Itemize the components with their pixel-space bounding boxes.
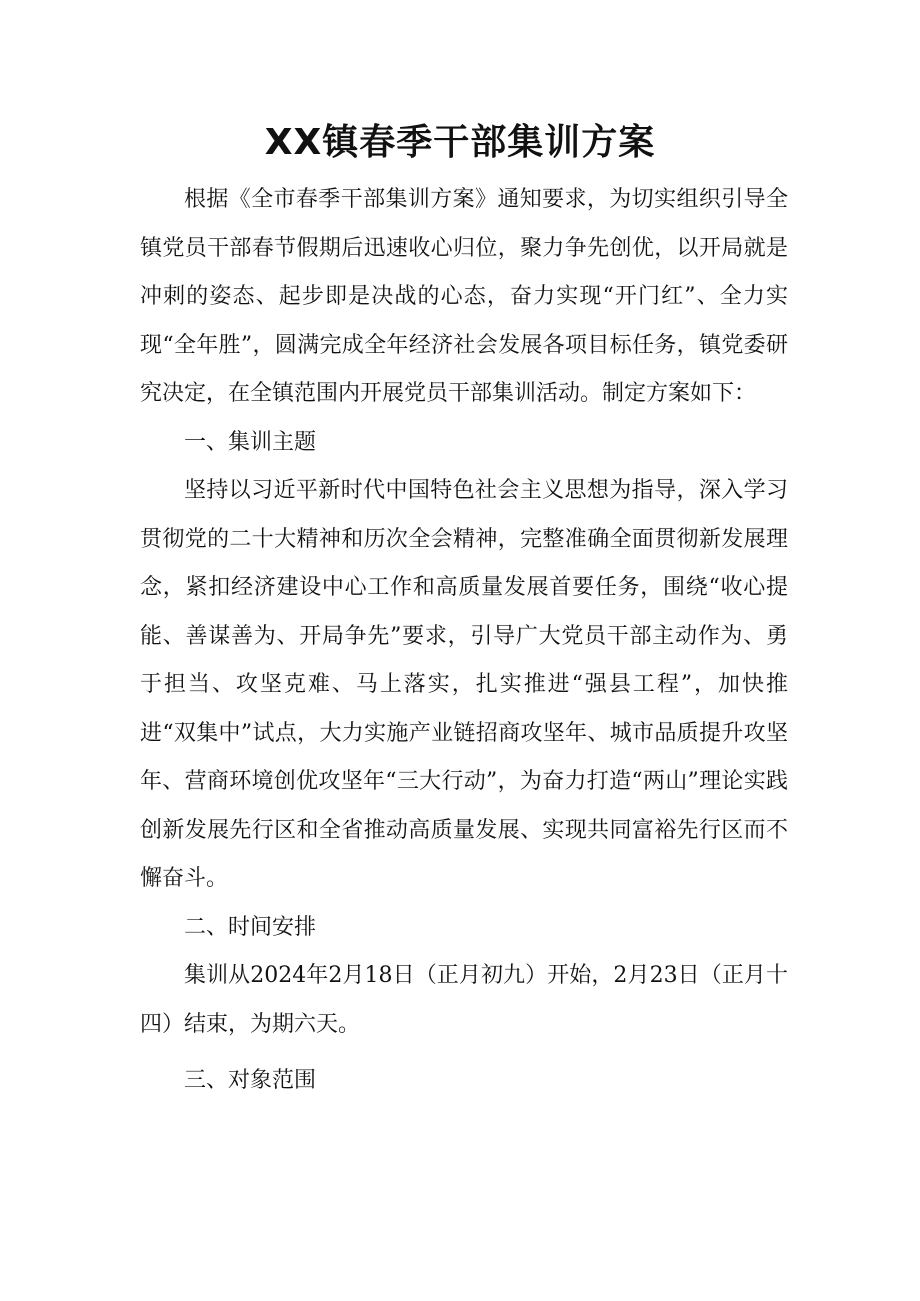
document-title: XX镇春季干部集训方案 <box>264 122 656 163</box>
intro-paragraph: 根据《全市春季干部集训方案》通知要求，为切实组织引导全镇党员干部春节假期后迅速收心归位，聚力争先创优，以开局就是冲刺的姿态、起步即是决战的心态，奋力实现“开门红”、全力实现“全年胜”，圆满完成全年经济社会发展各项目标任务，镇党委研究决定，在全镇范围内开展党员干部集训活动。制定方案如下： <box>140 187 788 406</box>
section-2-paragraph: 集训从2024年2月18日（正月初九）开始，2月23日（正月十四）结束，为期六天。 <box>140 963 788 1037</box>
document-body <box>140 176 788 1106</box>
section-3-heading: 三、对象范围 <box>184 1068 317 1093</box>
section-2-heading: 二、时间安排 <box>184 914 317 940</box>
section-1-heading: 一、集训主题 <box>184 429 317 455</box>
section-1-paragraph: 坚持以习近平新时代中国特色社会主义思想为指导，深入学习贯彻党的二十大精神和历次全会精神，完整准确全面贯彻新发展理念，紧扣经济建设中心工作和高质量发展首要任务，围绕“收心提能、善谋善为、开局争先”要求，引导广大党员干部主动作为、勇于担当、攻坚克难、马上落实，扎实推进“强县工程”，加快推进“双集中”试点，大力实施产业链招商攻坚年、城市品质提升攻坚年、营商环境创优攻坚年“三大行动”，为奋力打造“两山”理论实践创新发展先行区和全省推动高质量发展、实现共同富裕先行区而不懈奋斗。 <box>140 478 788 891</box>
spacer <box>140 1049 788 1057</box>
